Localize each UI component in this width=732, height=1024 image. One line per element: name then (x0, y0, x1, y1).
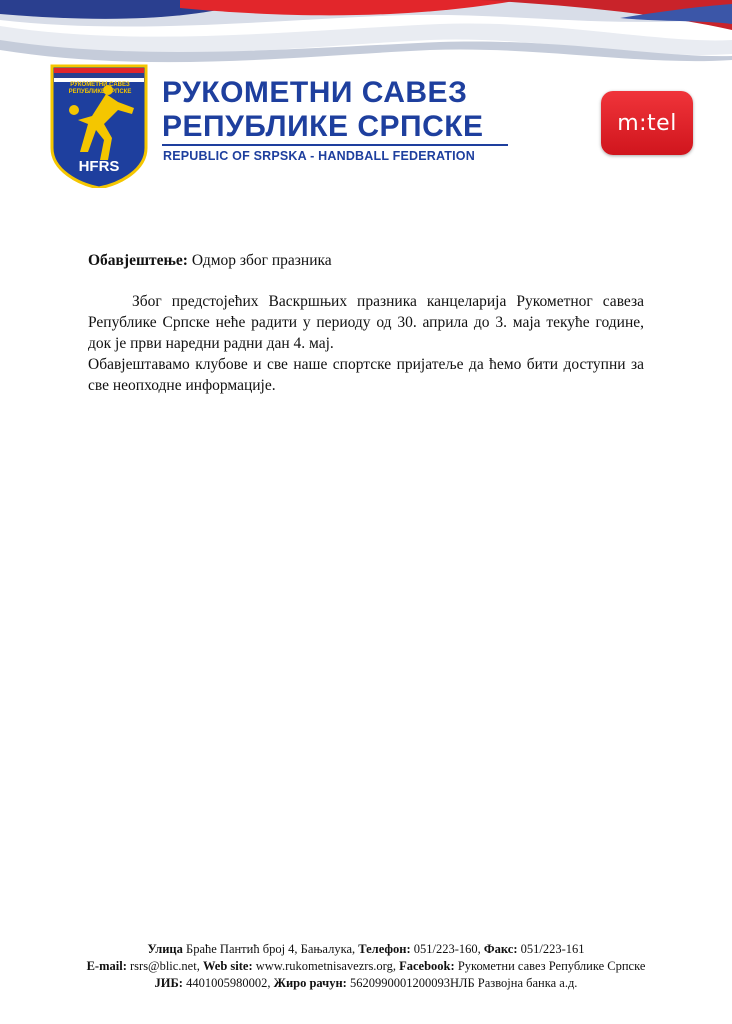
jib-label: ЈИБ: (154, 976, 183, 990)
fax-value: 051/223-161 (520, 942, 585, 956)
web-label: Web site: (202, 959, 253, 973)
street-label: Улица (147, 942, 183, 956)
letter-body (88, 250, 644, 396)
account-value: 5620990001200093НЛБ Развојна банка а.д. (349, 976, 578, 990)
mtel-sponsor-logo (601, 91, 693, 155)
paragraph-1: Због предстојећих Васкршњих празника канцеларија Рукометног савеза Републике Српске неће радити у периоду од 30. априла до 3. маја текуће године, док је први наредни радни дан 4. мај. (88, 293, 644, 352)
account-label: Жиро рачун: (273, 976, 347, 990)
footer-line-3 (0, 975, 732, 992)
letter-subject (88, 250, 644, 271)
facebook-value[interactable]: Рукометни савез Републике Српске (457, 959, 646, 973)
facebook-label: Facebook: (399, 959, 455, 973)
paragraph-2: Обавјештавамо клубове и све наше спортске пријатеље да ћемо бити доступни за све неопходне информације. (88, 356, 644, 394)
logo-top-text: РУКОМЕТНИ САВЕЗ РЕПУБЛИКЕ СРПСКЕ (68, 82, 132, 95)
federation-title-line2: РЕПУБЛИКЕ СРПСКЕ (162, 110, 484, 143)
email-value[interactable]: rsrs@blic.net, (130, 959, 200, 973)
subject-text: Одмор због празника (191, 252, 332, 269)
footer-line-2 (0, 958, 732, 975)
fax-label: Факс: (483, 942, 518, 956)
federation-title-line1: РУКОМЕТНИ САВЕЗ (162, 76, 468, 109)
federation-subtitle: REPUBLIC OF SRPSKA - HANDBALL FEDERATION (163, 149, 475, 163)
subject-label: Обавјештење: (88, 252, 188, 269)
email-label: E-mail: (86, 959, 127, 973)
street-value: Браће Пантић број 4, Бањалука, (186, 942, 356, 956)
title-underline (162, 144, 508, 146)
jib-value: 4401005980002, (186, 976, 271, 990)
phone-value: 051/223-160, (413, 942, 481, 956)
sponsor-label: m:tel (617, 110, 677, 136)
logo-hfrs-text: HFRS (78, 158, 120, 175)
phone-label: Телефон: (358, 942, 411, 956)
footer-contacts (0, 941, 732, 992)
footer-line-1 (0, 941, 732, 958)
federation-title (162, 76, 484, 144)
web-value[interactable]: www.rukometnisavezrs.org, (255, 959, 396, 973)
